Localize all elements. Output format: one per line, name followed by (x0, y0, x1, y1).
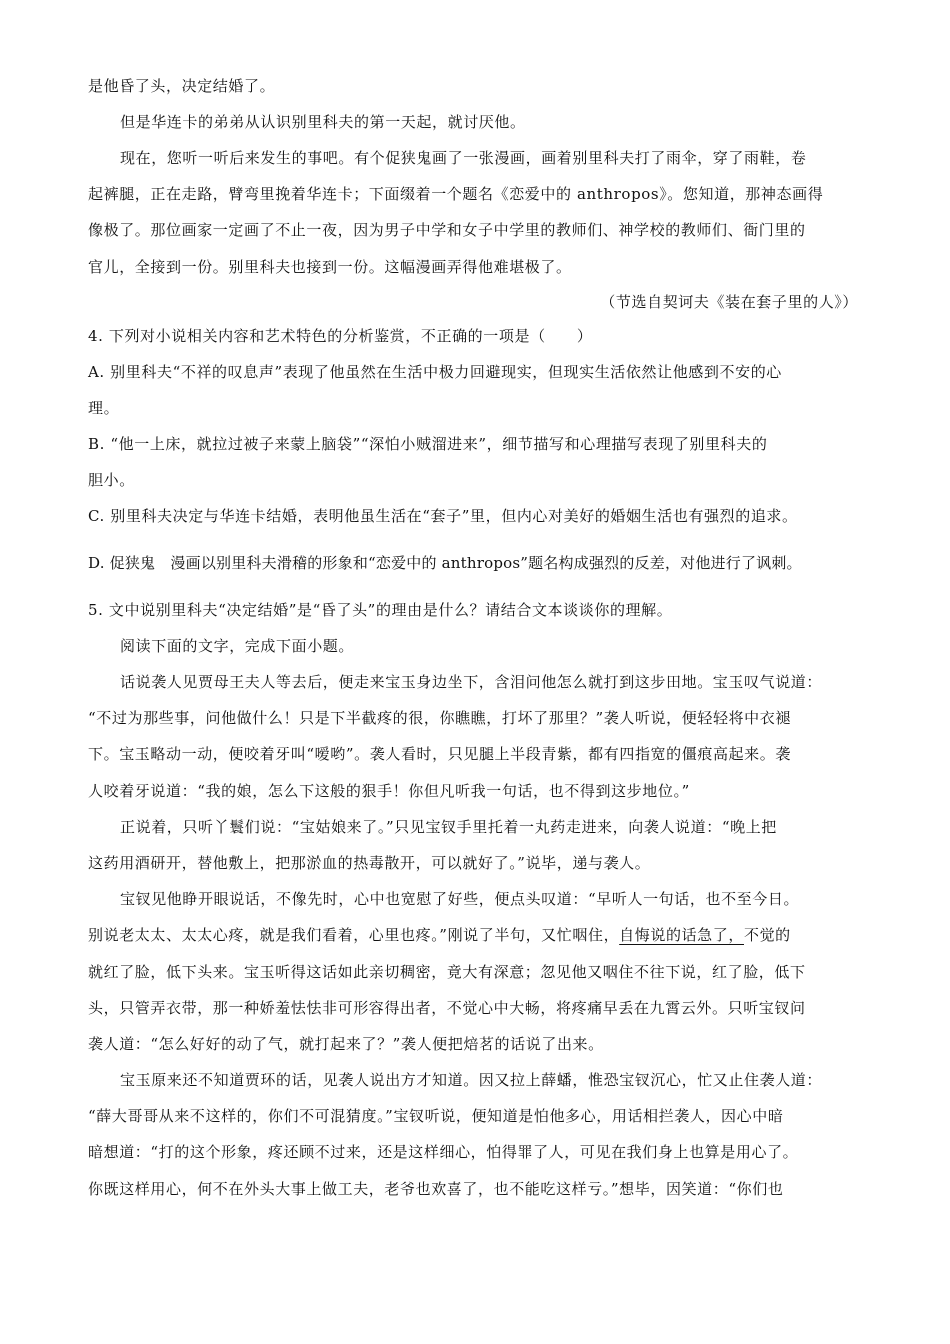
option-d: D. 促狭鬼 漫画以别里科夫滑稽的形象和“恋爱中的 anthropos”题名构成强烈的反差，对他进行了讽刺。 (88, 554, 802, 572)
passage-line-6: 这药用酒研开，替他敷上，把那淤血的热毒散开，可以就好了。”说毕，递与袭人。 (88, 854, 651, 872)
story-line-3: 现在，您听一听后来发生的事吧。有个促狭鬼画了一张漫画，画着别里科夫打了雨伞，穿了雨鞋，卷 (120, 149, 807, 167)
question-4: 4. 下列对小说相关内容和艺术特色的分析鉴赏，不正确的一项是（ ） (88, 327, 593, 345)
passage-line-8 (88, 925, 791, 945)
source-citation: （节选自契诃夫《装在套子里的人》） (600, 293, 858, 311)
passage-line-1: 话说袭人见贾母王夫人等去后，便走来宝玉身边坐下，含泪问他怎么就打到这步田地。宝玉叹气说道： (120, 673, 823, 691)
option-b-line-1: B. “他一上床，就拉过被子来蒙上脑袋”“深怕小贼溜进来”，细节描写和心理描写表现了别里科夫的 (88, 435, 768, 453)
passage-line-5: 正说着，只听丫鬟们说：“宝姑娘来了。”只见宝钗手里托着一丸药走进来，向袭人说道：“晚上把 (120, 818, 777, 836)
story-line-4: 起裤腿，正在走路，臂弯里挽着华连卡；下面缀着一个题名《恋爱中的 anthropos》。您知道，那神态画得 (88, 185, 824, 203)
passage-line-8-start: 别说老太太、太太心疼，就是我们看着，心里也疼。”刚说了半句，又忙咽住， (88, 926, 620, 944)
passage-line-13: “薛大哥哥从来不这样的，你们不可混猜度。”宝钗听说，便知道是怕他多心，用话相拦袭人，因心中暗 (88, 1107, 784, 1125)
option-a-line-2: 理。 (88, 399, 120, 417)
option-a-line-1: A. 别里科夫“不祥的叹息声”表现了他虽然在生活中极力回避现实，但现实生活依然让他感到不安的心 (88, 363, 782, 381)
option-c: C. 别里科夫决定与华连卡结婚，表明他虽生活在“套子”里，但内心对美好的婚姻生活也有强烈的追求。 (88, 507, 798, 525)
passage-line-11: 袭人道：“怎么好好的动了气，就打起来了？”袭人便把焙茗的话说了出来。 (88, 1035, 604, 1053)
underlined-phrase: 自悔说的话急了， (619, 926, 744, 944)
passage-intro: 阅读下面的文字，完成下面小题。 (120, 637, 355, 655)
passage-line-4: 人咬着牙说道：“我的娘，怎么下这般的狠手！你但凡听我一句话，也不得到这步地位。” (88, 782, 690, 800)
passage-line-8-end: 不觉的 (743, 926, 791, 944)
passage-line-10: 头，只管弄衣带，那一种娇羞怯怯非可形容得出者，不觉心中大畅，将疼痛早丢在九霄云外。只听宝钗问 (88, 999, 806, 1017)
passage-line-7: 宝钗见他睁开眼说话，不像先时，心中也宽慰了好些，便点头叹道：“早听人一句话，也不至今日。 (120, 890, 800, 908)
passage-line-14: 暗想道：“打的这个形象，疼还顾不过来，还是这样细心，怕得罪了人，可见在我们身上也算是用心了。 (88, 1143, 799, 1161)
story-line-2: 但是华连卡的弟弟从认识别里科夫的第一天起，就讨厌他。 (120, 113, 526, 131)
story-line-5: 像极了。那位画家一定画了不止一夜，因为男子中学和女子中学里的教师们、神学校的教师们、衙门里的 (88, 221, 806, 239)
passage-line-9: 就红了脸，低下头来。宝玉听得这话如此亲切稠密，竟大有深意；忽见他又咽住不往下说，红了脸，低下 (88, 963, 806, 981)
passage-line-15: 你既这样用心，何不在外头大事上做工夫，老爷也欢喜了，也不能吃这样亏。”想毕，因笑道：“你们也 (88, 1180, 784, 1198)
passage-line-3: 下。宝玉略动一动，便咬着牙叫“嗳哟”。袭人看时，只见腿上半段青紫，都有四指宽的僵痕高起来。袭 (88, 745, 791, 763)
passage-line-12: 宝玉原来还不知道贾环的话，见袭人说出方才知道。因又拉上薛蟠，惟恐宝钗沉心，忙又止住袭人道： (120, 1071, 823, 1089)
question-5: 5. 文中说别里科夫“决定结婚”是“昏了头”的理由是什么？请结合文本谈谈你的理解。 (88, 601, 673, 619)
story-line-1: 是他昏了头，决定结婚了。 (88, 77, 276, 95)
option-b-line-2: 胆小。 (88, 471, 135, 489)
story-line-6: 官儿，全接到一份。别里科夫也接到一份。这幅漫画弄得他难堪极了。 (88, 258, 572, 276)
passage-line-2: “不过为那些事，问他做什么！只是下半截疼的很，你瞧瞧，打坏了那里？”袭人听说，便轻轻将中衣褪 (88, 709, 791, 727)
